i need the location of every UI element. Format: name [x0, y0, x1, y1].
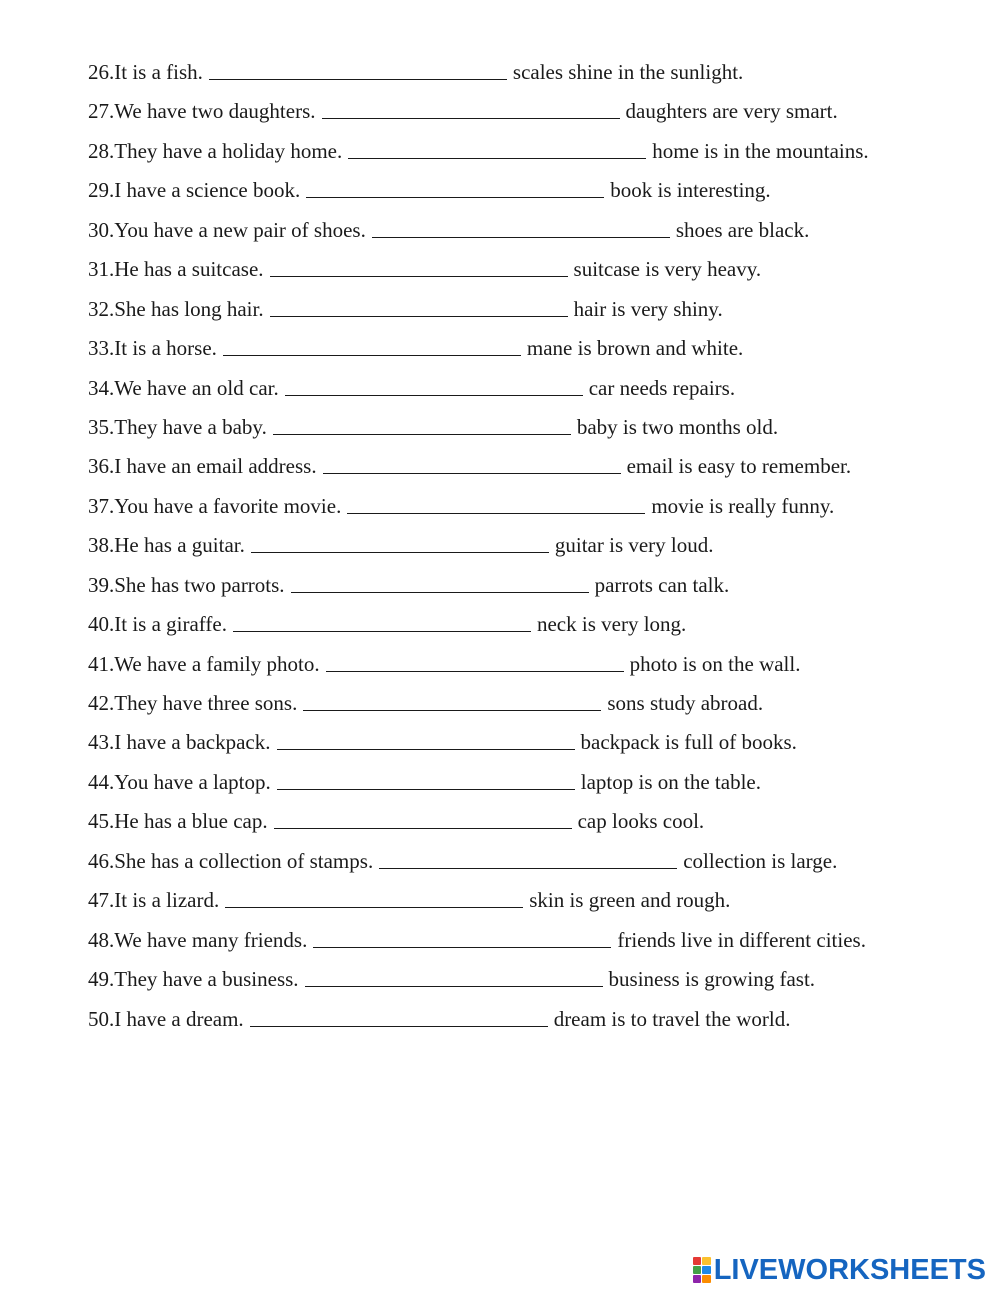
item-continuation: guitar is very loud. — [554, 533, 714, 558]
item-continuation: collection is large. — [683, 848, 838, 873]
item-number: 34. — [88, 375, 115, 400]
exercise-item — [88, 885, 968, 924]
item-prompt: We have two daughters. — [114, 99, 316, 124]
exercise-item — [88, 806, 968, 845]
answer-blank[interactable] — [323, 453, 621, 474]
answer-blank[interactable] — [223, 335, 521, 356]
item-number: 47. — [88, 888, 115, 913]
exercise-item — [88, 925, 968, 964]
item-number: 31. — [88, 257, 115, 282]
exercise-item — [88, 215, 968, 254]
logo-badge-cell — [693, 1257, 702, 1265]
item-continuation: scales shine in the sunlight. — [512, 60, 744, 84]
exercise-item — [88, 491, 968, 530]
item-number: 46. — [88, 848, 115, 873]
exercise-item — [88, 136, 968, 175]
logo-badge-cell — [702, 1257, 711, 1265]
item-number: 48. — [88, 927, 115, 952]
exercise-item — [88, 373, 968, 412]
answer-blank[interactable] — [326, 651, 624, 672]
item-number: 29. — [88, 178, 115, 203]
item-number: 42. — [88, 691, 115, 715]
item-prompt: I have a backpack. — [114, 730, 271, 755]
answer-blank[interactable] — [305, 966, 603, 987]
item-continuation: book is interesting. — [610, 178, 771, 203]
item-prompt: You have a new pair of shoes. — [114, 217, 366, 242]
item-continuation: backpack is full of books. — [580, 730, 797, 755]
item-continuation: laptop is on the table. — [580, 769, 761, 794]
answer-blank[interactable] — [250, 1006, 548, 1027]
item-continuation: business is growing fast. — [608, 967, 816, 992]
answer-blank[interactable] — [348, 138, 646, 159]
answer-blank[interactable] — [233, 611, 531, 632]
item-prompt: We have a family photo. — [114, 651, 320, 676]
exercise-item — [88, 767, 968, 806]
item-prompt: I have a science book. — [114, 178, 301, 203]
item-continuation: cap looks cool. — [577, 809, 705, 834]
item-continuation: hair is very shiny. — [573, 296, 723, 321]
item-prompt: It is a lizard. — [114, 888, 220, 913]
exercise-item — [88, 175, 968, 214]
item-continuation: photo is on the wall. — [629, 651, 801, 676]
item-prompt: It is a horse. — [114, 336, 217, 361]
exercise-item — [88, 609, 968, 648]
item-number: 28. — [88, 138, 115, 163]
exercise-item — [88, 688, 968, 727]
item-prompt: You have a favorite movie. — [114, 493, 342, 518]
exercise-item — [88, 530, 968, 569]
answer-blank[interactable] — [277, 769, 575, 790]
exercise-item — [88, 57, 968, 96]
item-number: 38. — [88, 533, 115, 558]
answer-blank[interactable] — [277, 729, 575, 750]
answer-blank[interactable] — [313, 927, 611, 948]
item-number: 44. — [88, 769, 115, 794]
item-continuation: baby is two months old. — [576, 414, 779, 439]
item-number: 36. — [88, 454, 115, 479]
answer-blank[interactable] — [322, 98, 620, 119]
item-prompt: You have a laptop. — [114, 769, 271, 794]
answer-blank[interactable] — [306, 177, 604, 198]
logo-badge-cell — [702, 1266, 711, 1274]
item-prompt: He has a guitar. — [114, 533, 245, 558]
item-number: 50. — [88, 1006, 115, 1031]
item-prompt: They have three sons. — [114, 691, 298, 715]
exercise-item — [88, 294, 968, 333]
logo-text: LIVEWORKSHEETS — [713, 1254, 986, 1286]
item-continuation: mane is brown and white. — [526, 336, 744, 361]
item-prompt: He has a blue cap. — [114, 809, 268, 834]
worksheet — [88, 57, 968, 1043]
logo-badge-cell — [693, 1275, 702, 1283]
exercise-item — [88, 727, 968, 766]
exercise-item — [88, 254, 968, 293]
item-continuation: friends live in different cities. — [617, 927, 866, 952]
exercise-item — [88, 412, 968, 451]
exercise-item — [88, 451, 968, 490]
answer-blank[interactable] — [270, 296, 568, 317]
item-prompt: They have a baby. — [114, 414, 267, 439]
exercise-item — [88, 964, 968, 1003]
answer-blank[interactable] — [225, 887, 523, 908]
logo-badge-icon — [693, 1257, 711, 1284]
answer-blank[interactable] — [270, 256, 568, 277]
logo-badge-cell — [693, 1266, 702, 1274]
item-prompt: She has two parrots. — [114, 572, 285, 597]
answer-blank[interactable] — [291, 572, 589, 593]
item-prompt: They have a holiday home. — [114, 138, 343, 163]
item-continuation: movie is really funny. — [651, 493, 835, 518]
item-number: 40. — [88, 612, 115, 637]
item-number: 35. — [88, 414, 115, 439]
item-prompt: She has long hair. — [114, 296, 264, 321]
exercise-item — [88, 649, 968, 688]
exercise-item — [88, 570, 968, 609]
item-prompt: She has a collection of stamps. — [114, 848, 374, 873]
answer-blank[interactable] — [379, 848, 677, 869]
answer-blank[interactable] — [209, 59, 507, 80]
item-prompt: They have a business. — [114, 967, 299, 992]
item-continuation: shoes are black. — [675, 217, 810, 242]
item-prompt: I have an email address. — [114, 454, 317, 479]
item-number: 49. — [88, 967, 115, 992]
item-continuation: home is in the mountains. — [652, 138, 869, 163]
item-number: 43. — [88, 730, 115, 755]
exercise-item — [88, 333, 968, 372]
item-continuation: sons study abroad. — [607, 691, 764, 715]
item-prompt: We have an old car. — [114, 375, 279, 400]
item-number: 45. — [88, 809, 115, 834]
answer-blank[interactable] — [303, 690, 601, 711]
liveworksheets-logo — [693, 1255, 986, 1285]
item-number: 39. — [88, 572, 115, 597]
item-continuation: dream is to travel the world. — [553, 1006, 791, 1031]
item-continuation: skin is green and rough. — [529, 888, 731, 913]
exercise-item — [88, 1004, 968, 1043]
exercise-item — [88, 96, 968, 135]
item-number: 26. — [88, 60, 115, 84]
item-prompt: He has a suitcase. — [114, 257, 264, 282]
answer-blank[interactable] — [372, 217, 670, 238]
item-number: 41. — [88, 651, 115, 676]
item-number: 30. — [88, 217, 115, 242]
item-continuation: neck is very long. — [536, 612, 687, 637]
item-number: 37. — [88, 493, 115, 518]
item-number: 27. — [88, 99, 115, 124]
item-prompt: We have many friends. — [114, 927, 308, 952]
item-continuation: parrots can talk. — [594, 572, 730, 597]
item-continuation: daughters are very smart. — [625, 99, 838, 124]
logo-badge-cell — [702, 1275, 711, 1283]
answer-blank[interactable] — [273, 414, 571, 435]
exercise-item — [88, 846, 968, 885]
answer-blank[interactable] — [274, 808, 572, 829]
item-continuation: suitcase is very heavy. — [573, 257, 762, 282]
item-number: 33. — [88, 336, 115, 361]
item-number: 32. — [88, 296, 115, 321]
answer-blank[interactable] — [251, 532, 549, 553]
item-prompt: I have a dream. — [114, 1006, 244, 1031]
item-prompt: It is a fish. — [114, 60, 203, 84]
answer-blank[interactable] — [285, 375, 583, 396]
item-prompt: It is a giraffe. — [114, 612, 227, 637]
item-continuation: car needs repairs. — [588, 375, 736, 400]
item-continuation: email is easy to remember. — [626, 454, 852, 479]
answer-blank[interactable] — [347, 493, 645, 514]
